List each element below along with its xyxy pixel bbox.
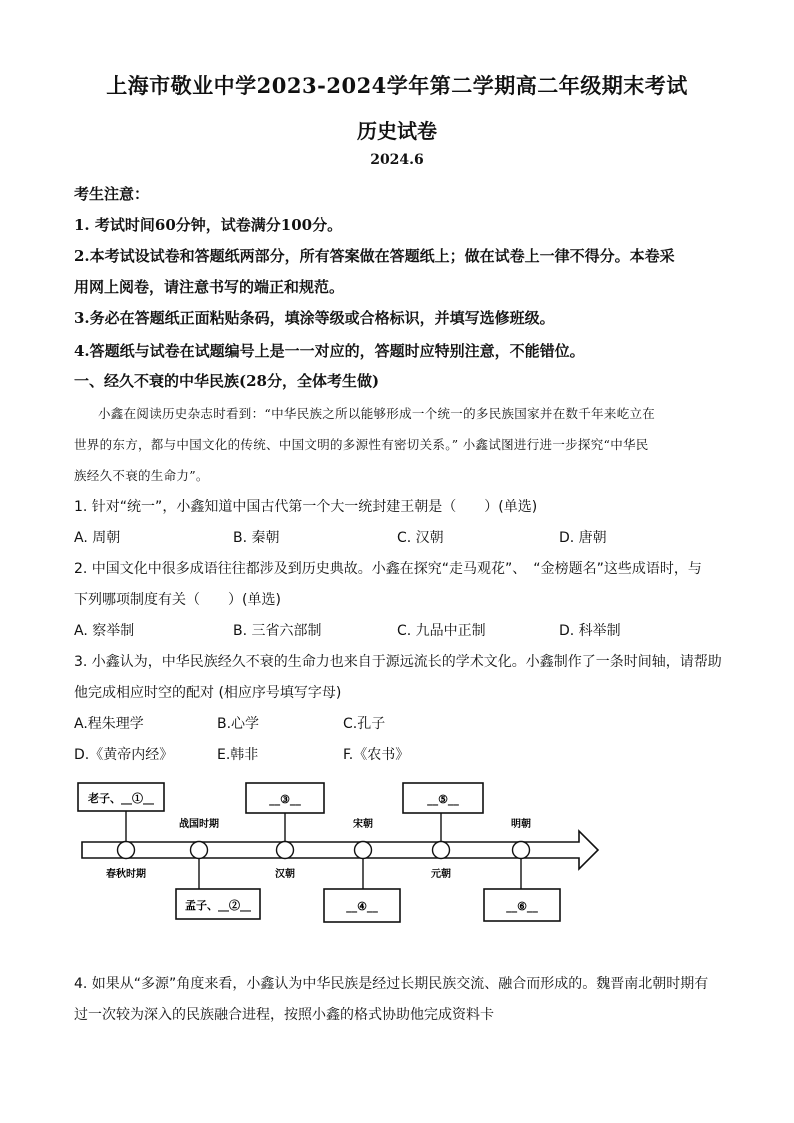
question-1: 1. 针对“统一”，小鑫知道中国古代第一个大一统封建王朝是（ ）(单选) bbox=[74, 499, 538, 515]
q2-option-a: A. 察举制 bbox=[74, 623, 135, 639]
timeline-box-6-text: __⑥__ bbox=[506, 900, 538, 913]
timeline-box-5-text: __⑤__ bbox=[427, 793, 459, 806]
exam-date: 2024.6 bbox=[370, 152, 424, 168]
q3-option-b: B.心学 bbox=[217, 716, 260, 732]
question-2-line: 2. 中国文化中很多成语往往都涉及到历史典故。小鑫在探究“走马观花”、 “金榜题名”这些成语时，与 bbox=[74, 561, 702, 577]
exam-title: 上海市敬业中学2023-2024学年第二学期高二年级期末考试 bbox=[106, 73, 688, 98]
label-song: 宋朝 bbox=[353, 819, 373, 830]
timeline-box-2-text: 孟子、__②__ bbox=[185, 899, 251, 912]
notice-item: 4.答题纸与试卷在试题编号上是一一对应的，答题时应特别注意，不能错位。 bbox=[74, 342, 585, 360]
q1-option-b: B. 秦朝 bbox=[233, 530, 280, 546]
q3-option-c: C.孔子 bbox=[343, 716, 386, 732]
q3-option-d: D.《黄帝内经》 bbox=[74, 747, 174, 763]
label-spring-autumn: 春秋时期 bbox=[106, 869, 146, 880]
timeline-node bbox=[355, 842, 372, 859]
timeline-box-4-text: __④__ bbox=[346, 900, 378, 913]
question-3-line: 他完成相应时空的配对 (相应序号填写字母) bbox=[74, 685, 342, 701]
notice-item: 用网上阅卷，请注意书写的端正和规范。 bbox=[74, 278, 345, 296]
label-han: 汉朝 bbox=[275, 869, 295, 880]
q2-option-b: B. 三省六部制 bbox=[233, 623, 322, 639]
q2-option-c: C. 九品中正制 bbox=[397, 623, 486, 639]
timeline-diagram bbox=[74, 775, 614, 930]
label-ming: 明朝 bbox=[511, 819, 531, 830]
q1-option-a: A. 周朝 bbox=[74, 530, 121, 546]
intro-line: 世界的东方，都与中国文化的传统、中国文明的多源性有密切关系。” 小鑫试图进行进一步探究“中华民 bbox=[74, 437, 649, 452]
timeline-node bbox=[513, 842, 530, 859]
question-3-line: 3. 小鑫认为，中华民族经久不衰的生命力也来自于源远流长的学术文化。小鑫制作了一条时间轴，请帮助 bbox=[74, 654, 722, 670]
q2-option-d: D. 科举制 bbox=[559, 623, 621, 639]
q1-option-d: D. 唐朝 bbox=[559, 530, 607, 546]
notice-item: 3.务必在答题纸正面粘贴条码，填涂等级或合格标识，并填写选修班级。 bbox=[74, 309, 555, 327]
intro-line: 小鑫在阅读历史杂志时看到：“中华民族之所以能够形成一个统一的多民族国家并在数千年来屹立在 bbox=[98, 406, 656, 421]
q3-option-f: F.《农书》 bbox=[343, 747, 410, 763]
notice-heading: 考生注意： bbox=[74, 185, 150, 203]
timeline-node bbox=[118, 842, 135, 859]
q3-option-e: E.韩非 bbox=[217, 747, 259, 763]
notice-item: 2.本考试设试卷和答题纸两部分，所有答案做在答题纸上；做在试卷上一律不得分。本卷采 bbox=[74, 247, 675, 265]
q1-option-c: C. 汉朝 bbox=[397, 530, 444, 546]
intro-line: 族经久不衰的生命力”。 bbox=[74, 468, 209, 483]
label-warring-states: 战国时期 bbox=[179, 819, 219, 830]
timeline-box-3-text: __③__ bbox=[269, 793, 301, 806]
question-4-line: 4. 如果从“多源”角度来看，小鑫认为中华民族是经过长期民族交流、融合而形成的。魏晋南北朝时期有 bbox=[74, 976, 709, 992]
q3-option-a: A.程朱理学 bbox=[74, 716, 144, 732]
timeline-node bbox=[277, 842, 294, 859]
timeline-box-1-text: 老子、__①__ bbox=[88, 792, 154, 805]
exam-subtitle: 历史试卷 bbox=[357, 119, 437, 143]
question-4-line: 过一次较为深入的民族融合进程，按照小鑫的格式协助他完成资料卡 bbox=[74, 1007, 494, 1023]
timeline-node bbox=[433, 842, 450, 859]
timeline-node bbox=[191, 842, 208, 859]
section-heading: 一、经久不衰的中华民族(28分，全体考生做) bbox=[74, 372, 380, 390]
label-yuan: 元朝 bbox=[431, 869, 451, 880]
notice-item: 1. 考试时间60分钟，试卷满分100分。 bbox=[74, 216, 343, 234]
question-2-line: 下列哪项制度有关（ ）(单选) bbox=[74, 592, 281, 608]
